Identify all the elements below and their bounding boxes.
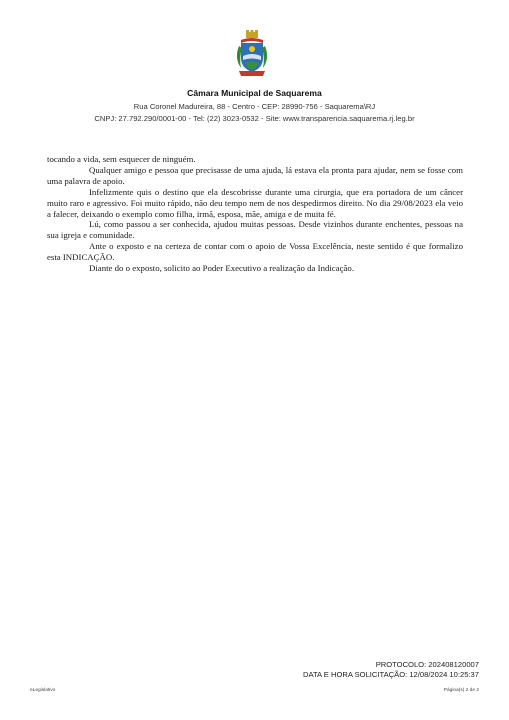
chamber-address: Rua Coronel Madureira, 88 - Centro - CEP: 28990-756 - Saquarema\RJ <box>133 102 376 111</box>
paragraph: Infelizmente quis o destino que ela descobrisse durante uma cirurgia, que era portadora de um câncer muito raro e agressivo. Foi muito rápido, não deu tempo nem de nos despedirmos direito. No dia 29/08/2023 ela veio a falecer, deixando o exemplo como filha, irmã, esposa, mãe, amiga e de muita fé. <box>47 186 463 219</box>
paragraph: Lú, como passou a ser conhecida, ajudou muitas pessoas. Desde vizinhos durante enchentes, pessoas na sua igreja e comunidade. <box>47 219 463 241</box>
system-name: eLegislativo <box>30 688 56 693</box>
chamber-title: Câmara Municipal de Saquarema <box>187 88 322 98</box>
paragraph: tocando a vida, sem esquecer de ninguém. <box>47 154 196 164</box>
protocol-number: PROTOCOLO: 202408120007 <box>375 660 479 669</box>
document-body <box>47 154 463 274</box>
protocol-block <box>303 660 479 680</box>
request-datetime: DATA E HORA SOLICITAÇÃO: 12/08/2024 10:25:37 <box>302 670 479 679</box>
municipal-crest-icon <box>233 30 271 78</box>
chamber-contact: CNPJ: 27.792.290/0001-00 - Tel: (22) 3023-0532 - Site: www.transparencia.saquarema.rj.leg.br <box>94 114 415 123</box>
paragraph: Ante o exposto e na certeza de contar com o apoio de Vossa Excelência, neste sentido é que formalizo esta INDICAÇÃO. <box>47 241 463 263</box>
page-number: Página(s) 2 de 2 <box>443 688 479 693</box>
paragraph: Diante do o exposto, solicito ao Poder Executivo a realização da Indicação. <box>89 263 355 274</box>
paragraph: Qualquer amigo e pessoa que precisasse de uma ajuda, lá estava ela pronta para ajudar, nem se fosse com uma palavra de apoio. <box>47 164 463 186</box>
